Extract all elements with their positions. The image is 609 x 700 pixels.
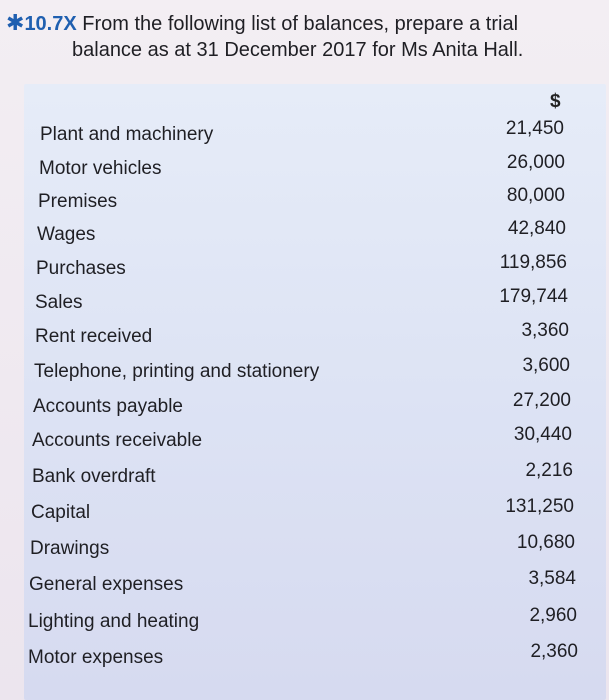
account-amount: 3,600 — [522, 355, 570, 376]
account-amount: 119,856 — [499, 252, 567, 273]
account-amount: 131,250 — [505, 496, 574, 517]
balance-row — [24, 568, 606, 604]
balance-row — [24, 152, 606, 188]
account-name: Purchases — [36, 258, 126, 279]
balances-panel — [24, 84, 606, 700]
account-name: Premises — [38, 191, 118, 212]
question-line-1 — [6, 10, 601, 37]
question-text-2: balance as at 31 December 2017 for Ms Anita Hall. — [72, 39, 524, 61]
balance-row — [24, 218, 606, 254]
balance-row — [24, 532, 606, 568]
balance-row — [24, 286, 606, 322]
balance-row — [24, 355, 606, 391]
account-amount: 3,360 — [521, 320, 569, 341]
account-name: Accounts payable — [33, 396, 183, 417]
balance-row — [24, 185, 606, 221]
account-name: Rent received — [35, 326, 153, 347]
account-name: Lighting and heating — [28, 611, 200, 632]
account-name: Telephone, printing and stationery — [34, 361, 320, 382]
balance-row — [24, 118, 606, 154]
account-amount: 42,840 — [507, 218, 566, 239]
account-amount: 2,216 — [525, 460, 573, 481]
question-line-2 — [6, 37, 601, 63]
account-amount: 2,360 — [530, 641, 578, 662]
balance-row — [24, 460, 606, 496]
question-number: 10.7X — [24, 13, 77, 35]
account-amount: 3,584 — [528, 568, 576, 589]
account-name: Bank overdraft — [32, 466, 156, 487]
account-name: Accounts receivable — [32, 430, 203, 451]
balance-row — [24, 496, 606, 532]
balance-row — [24, 641, 606, 677]
account-amount: 10,680 — [516, 532, 575, 553]
balance-row — [24, 605, 606, 641]
account-amount: 21,450 — [505, 118, 564, 139]
currency-header: $ — [550, 91, 561, 112]
account-name: Capital — [31, 502, 91, 523]
account-amount: 80,000 — [506, 185, 565, 206]
account-name: Motor vehicles — [39, 158, 162, 179]
account-name: Drawings — [30, 538, 110, 559]
account-amount: 179,744 — [499, 286, 568, 307]
balance-row — [24, 390, 606, 426]
account-name: Sales — [35, 292, 83, 313]
question-text-1: From the following list of balances, prepare a trial — [82, 13, 519, 35]
account-amount: 2,960 — [529, 605, 577, 626]
question-block — [6, 10, 601, 63]
account-name: Wages — [37, 224, 96, 245]
account-amount: 27,200 — [512, 390, 571, 411]
balance-row — [24, 320, 606, 356]
account-name: Plant and machinery — [40, 124, 214, 145]
account-name: Motor expenses — [28, 647, 164, 668]
account-name: General expenses — [29, 574, 184, 595]
asterisk-star-icon: ✱ — [6, 10, 25, 35]
balance-row — [24, 252, 606, 288]
balance-row — [24, 424, 606, 460]
account-amount: 30,440 — [513, 424, 572, 445]
account-amount: 26,000 — [506, 152, 565, 173]
